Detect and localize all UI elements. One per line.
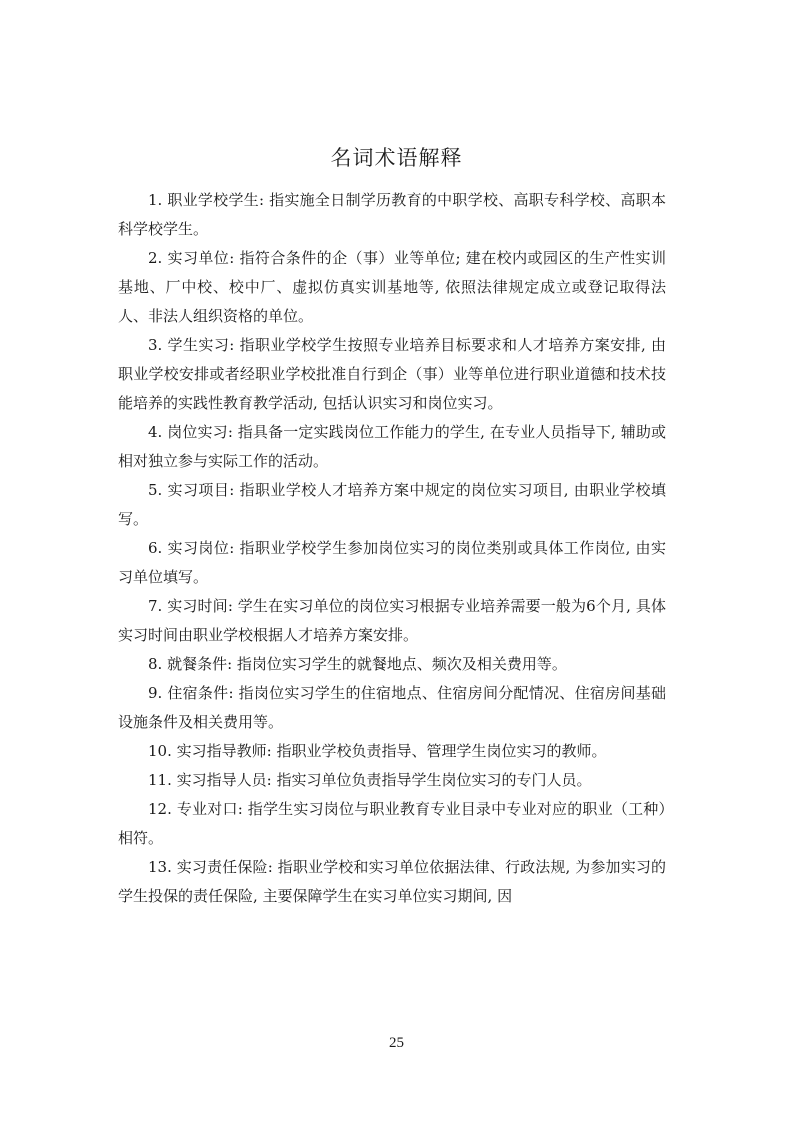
glossary-item-5: 5. 实习项目: 指职业学校人才培养方案中规定的岗位实习项目, 由职业学校填写。 [118, 481, 666, 528]
page-number: 25 [389, 1035, 404, 1051]
glossary-item-9: 9. 住宿条件: 指岗位实习学生的住宿地点、住宿房间分配情况、住宿房间基础设施条件及相关费用等。 [118, 684, 666, 731]
glossary-item-6: 6. 实习岗位: 指职业学校学生参加岗位实习的岗位类别或具体工作岗位, 由实习单位填写。 [118, 539, 666, 586]
glossary-item-10: 10. 实习指导教师: 指职业学校负责指导、管理学生岗位实习的教师。 [148, 742, 607, 760]
glossary-item-2: 2. 实习单位: 指符合条件的企（事）业等单位; 建在校内或园区的生产性实训基地、厂中校、校中厂、虚拟仿真实训基地等, 依照法律规定成立或登记取得法人、非法人组织资格的单位。 [118, 249, 666, 325]
glossary-item-4: 4. 岗位实习: 指具备一定实践岗位工作能力的学生, 在专业人员指导下, 辅助或相对独立参与实际工作的活动。 [118, 423, 666, 470]
glossary-item-11: 11. 实习指导人员: 指实习单位负责指导学生岗位实习的专门人员。 [148, 771, 592, 789]
glossary-body [118, 186, 666, 911]
glossary-item-8: 8. 就餐条件: 指岗位实习学生的就餐地点、频次及相关费用等。 [148, 655, 567, 673]
glossary-item-1: 1. 职业学校学生: 指实施全日制学历教育的中职学校、高职专科学校、高职本科学校学生。 [118, 191, 666, 238]
glossary-item-12: 12. 专业对口: 指学生实习岗位与职业教育专业目录中专业对应的职业（工种）相符。 [118, 800, 666, 847]
glossary-item-3: 3. 学生实习: 指职业学校学生按照专业培养目标要求和人才培养方案安排, 由职业学校安排或者经职业学校批准自行到企（事）业等单位进行职业道德和技术技能培养的实践性教育教学活动, 包括认识实习和岗位实习。 [118, 336, 666, 412]
glossary-item-7: 7. 实习时间: 学生在实习单位的岗位实习根据专业培养需要一般为6个月, 具体实习时间由职业学校根据人才培养方案安排。 [118, 597, 666, 644]
page-title: 名词术语解释 [330, 146, 463, 170]
glossary-item-13: 13. 实习责任保险: 指职业学校和实习单位依据法律、行政法规, 为参加实习的学生投保的责任保险, 主要保障学生在实习单位实习期间, 因 [118, 858, 666, 905]
